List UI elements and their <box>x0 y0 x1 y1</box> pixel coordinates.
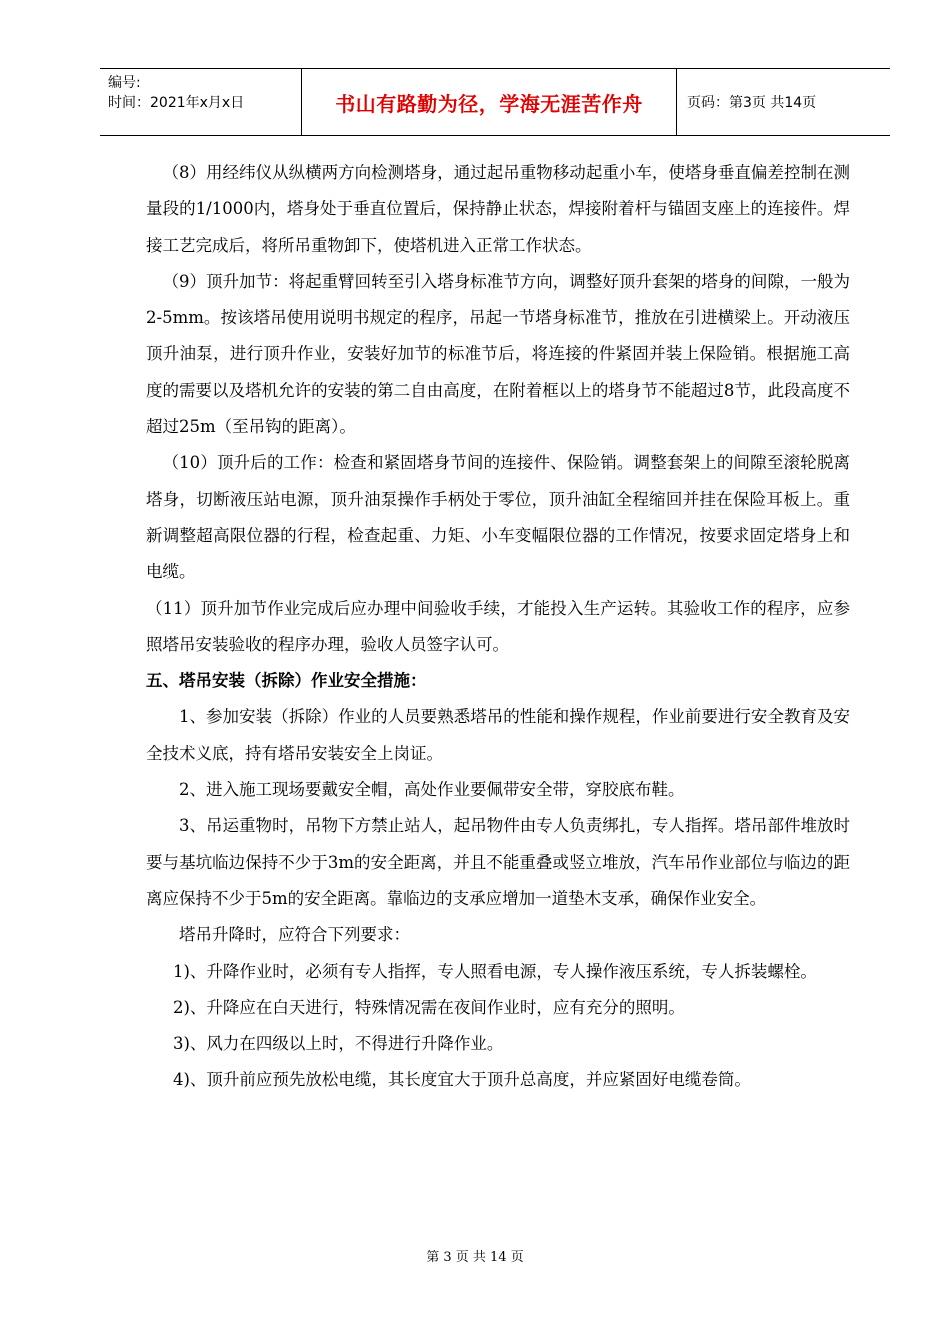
safety-measure-1: 1、参加安装（拆除）作业的人员要熟悉塔吊的性能和操作规程，作业前要进行安全教育及安全技术义底，持有塔吊安装安全上岗证。 <box>146 707 850 763</box>
paragraph-step-11: （11）顶升加节作业完成后应办理中间验收手续，才能投入生产运转。其验收工作的程序，应参照塔吊安装验收的程序办理，验收人员签字认可。 <box>146 598 850 654</box>
document-body <box>146 155 850 1099</box>
page-footer: 第 3 页 共 14 页 <box>426 1250 524 1265</box>
section-title: 五、塔吊安装（拆除）作业安全措施： <box>146 671 427 691</box>
safety-measure-2: 2、进入施工现场要戴安全帽，高处作业要佩带安全带，穿胶底布鞋。 <box>179 780 685 800</box>
header-meta <box>100 69 302 135</box>
requirement-1: 1)、升降作业时，必须有专人指挥，专人照看电源，专人操作液压系统，专人拆装螺栓。 <box>173 961 817 981</box>
requirement-4: 4)、顶升前应预先放松电缆，其长度宜大于顶升总高度，并应紧固好电缆卷筒。 <box>173 1070 751 1090</box>
document-header <box>100 68 890 136</box>
header-page-number: 页码：第3页 共14页 <box>687 95 817 111</box>
safety-measure-3: 3、吊运重物时，吊物下方禁止站人，起吊物件由专人负责绑扎，专人指挥。塔吊部件堆放时要与基坑临边保持不少于3m的安全距离，并且不能重叠或竖立堆放，汽车吊作业部位与临边的距离应保持不少于5m的安全距离。靠临边的支承应增加一道垫木支承，确保作业安全。 <box>146 816 850 908</box>
requirement-3: 3)、风力在四级以上时，不得进行升降作业。 <box>173 1034 504 1054</box>
paragraph-step-8: （8）用经纬仪从纵横两方向检测塔身，通过起吊重物移动起重小车，使塔身垂直偏差控制在测量段的1/1000内，塔身处于垂直位置后，保持静止状态，焊接附着杆与锚固支座上的连接件。焊接工艺完成后，将所吊重物卸下，使塔机进入正常工作状态。 <box>146 163 850 255</box>
requirement-2: 2)、升降应在白天进行，特殊情况需在夜间作业时，应有充分的照明。 <box>173 997 685 1017</box>
paragraph-step-10: （10）顶升后的工作：检查和紧固塔身节间的连接件、保险销。调整套架上的间隙至滚轮脱离塔身，切断液压站电源，顶升油泵操作手柄处于零位，顶升油缸全程缩回并挂在保险耳板上。重新调整超高限位器的行程，检查起重、力矩、小车变幅限位器的工作情况，按要求固定塔身上和电缆。 <box>146 453 850 582</box>
document-time-label: 时间：2021年x月x日 <box>108 95 245 111</box>
paragraph-step-9: （9）顶升加节：将起重臂回转至引入塔身标准节方向，调整好顶升套架的塔身的间隙，一般为2-5mm。按该塔吊使用说明书规定的程序，吊起一节塔身标准节，推放在引进横梁上。开动液压顶升油泵，进行顶升作业，安装好加节的标准节后，将连接的件紧固并装上保险销。根据施工高度的需要以及塔机允许的安装的第二自由高度，在附着框以上的塔身节不能超过8节，此段高度不超过25m（至吊钩的距离）。 <box>146 271 850 437</box>
lifting-requirements-intro: 塔吊升降时，应符合下列要求： <box>179 925 410 945</box>
header-motto: 书山有路勤为径，学海无涯苦作舟 <box>302 69 677 135</box>
document-number-label: 编号: <box>108 75 141 91</box>
